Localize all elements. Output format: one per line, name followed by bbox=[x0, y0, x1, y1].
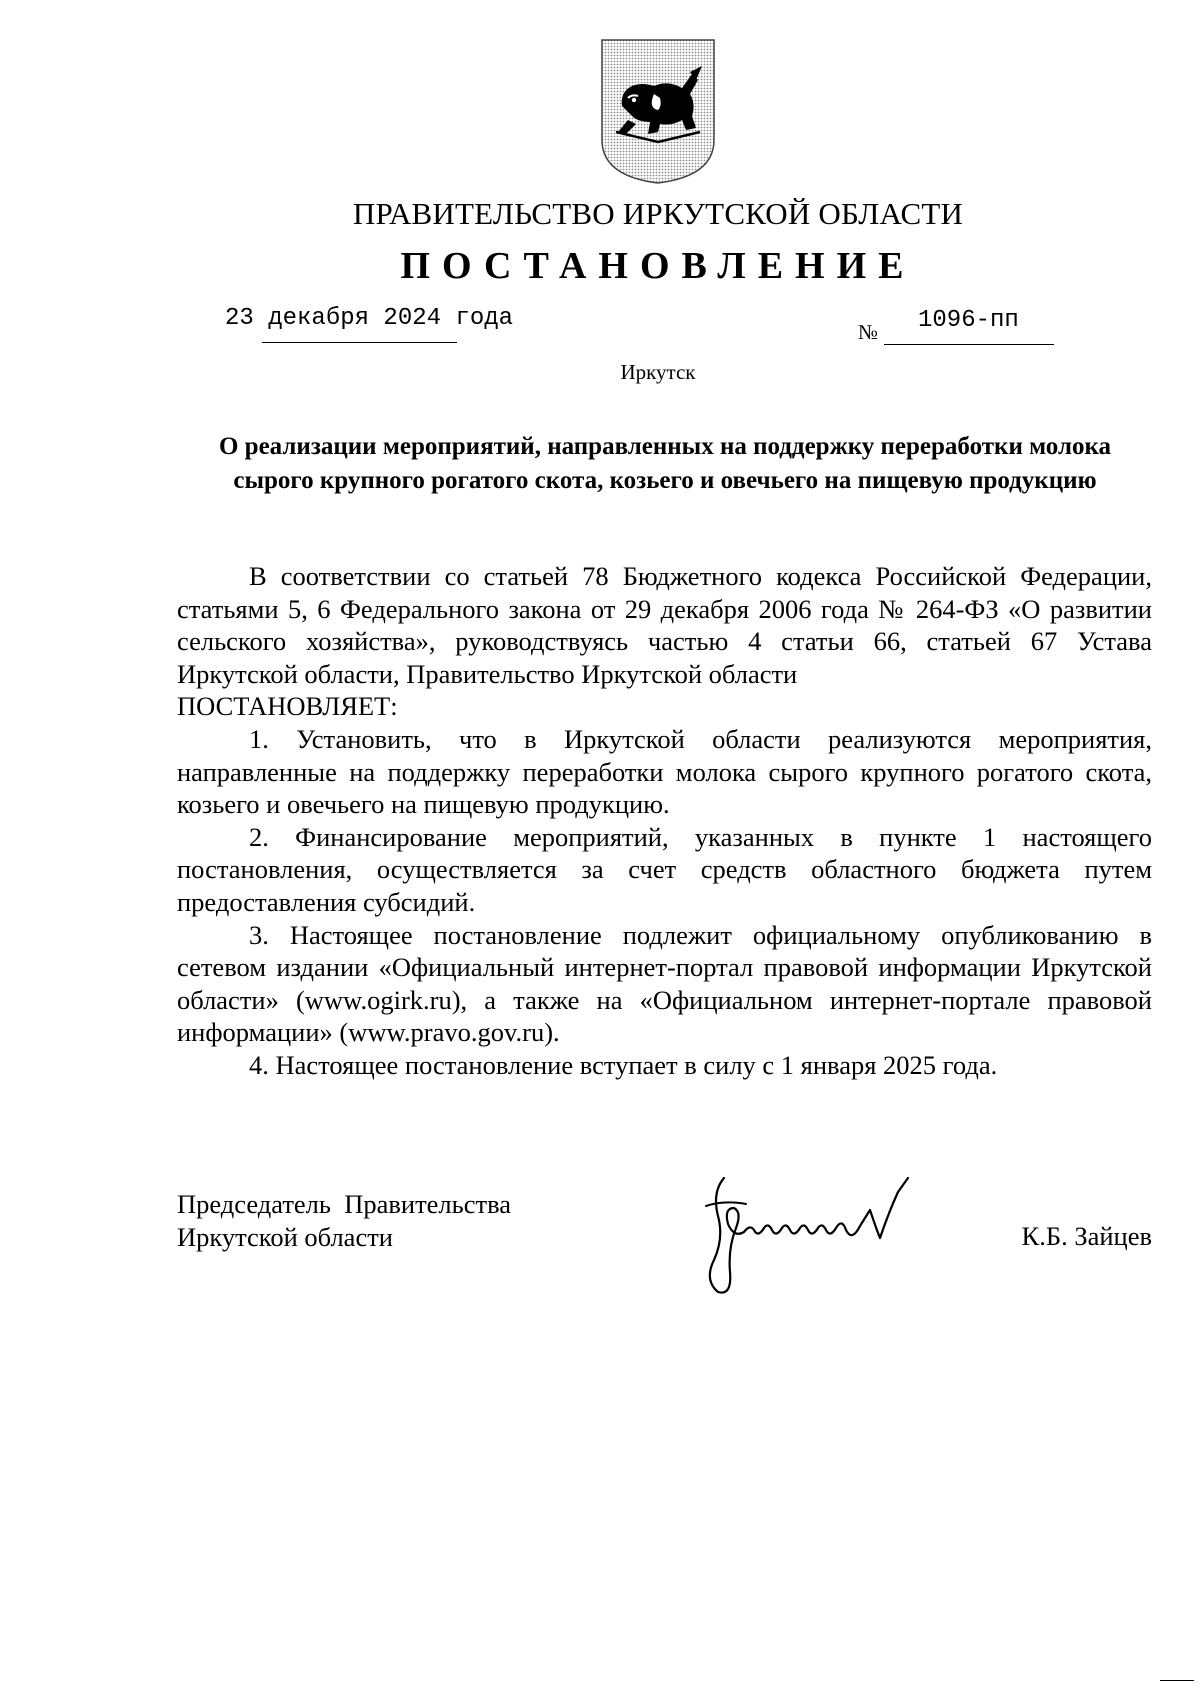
signatory-position bbox=[177, 1188, 511, 1254]
decree-item-2: 2. Финансирование мероприятий, указанных в пункте 1 настоящего постановления, осуществляется за счет средств областного бюджета путем предоставления субсидий. bbox=[177, 821, 1152, 917]
coat-of-arms-emblem bbox=[598, 36, 718, 186]
decree-item-1: 1. Установить, что в Иркутской области реализуются мероприятия, направленные на поддержку переработки молока сырого крупного рогатого скота, козьего и овечьего на пищевую продукцию. bbox=[177, 723, 1152, 820]
document-type-heading: ПОСТАНОВЛЕНИЕ bbox=[400, 245, 916, 287]
document-subject: О реализации мероприятий, направленных на поддержку переработки молока сырого крупного рогатого скота, козьего и овечьего на пищевую продукцию bbox=[218, 433, 1112, 494]
decree-item-3: 3. Настоящее постановление подлежит официальному опубликованию в сетевом издании «Официальный интернет-портал правовой информации Иркутской области» (www.ogirk.ru), а также на «Официальном интернет-портале правовой информации» (www.pravo.gov.ru). bbox=[177, 919, 1152, 1048]
city-name: Иркутск bbox=[620, 360, 696, 384]
date-underline bbox=[262, 342, 457, 343]
signatory-position-line-2: Иркутской области bbox=[177, 1222, 393, 1252]
document-body bbox=[177, 560, 1152, 1082]
number-label: № bbox=[858, 320, 879, 344]
preamble-paragraph: В соответствии со статьей 78 Бюджетного кодекса Российской Федерации, статьями 5, 6 Федерального закона от 29 декабря 2006 года № 264-ФЗ «О развитии сельского хозяйства», руководствуясь частью 4 статьи 66, статьей 67 Устава Иркутской области, Правительство Иркутской области bbox=[177, 561, 1152, 689]
government-title: ПРАВИТЕЛЬСТВО ИРКУТСКОЙ ОБЛАСТИ bbox=[352, 196, 964, 231]
page-corner-mark bbox=[1160, 1680, 1194, 1681]
decree-word: ПОСТАНОВЛЯЕТ: bbox=[177, 691, 398, 722]
document-number: 1096-пп bbox=[918, 307, 1019, 334]
number-underline bbox=[884, 344, 1054, 345]
decree-item-4: 4. Настоящее постановление вступает в силу с 1 января 2025 года. bbox=[249, 1049, 998, 1080]
signatory-position-line-1: Председатель Правительства bbox=[177, 1189, 512, 1219]
handwritten-signature bbox=[684, 1168, 934, 1303]
signatory-name: К.Б. Зайцев bbox=[1021, 1221, 1152, 1251]
document-date: 23 декабря 2024 года bbox=[225, 305, 514, 332]
